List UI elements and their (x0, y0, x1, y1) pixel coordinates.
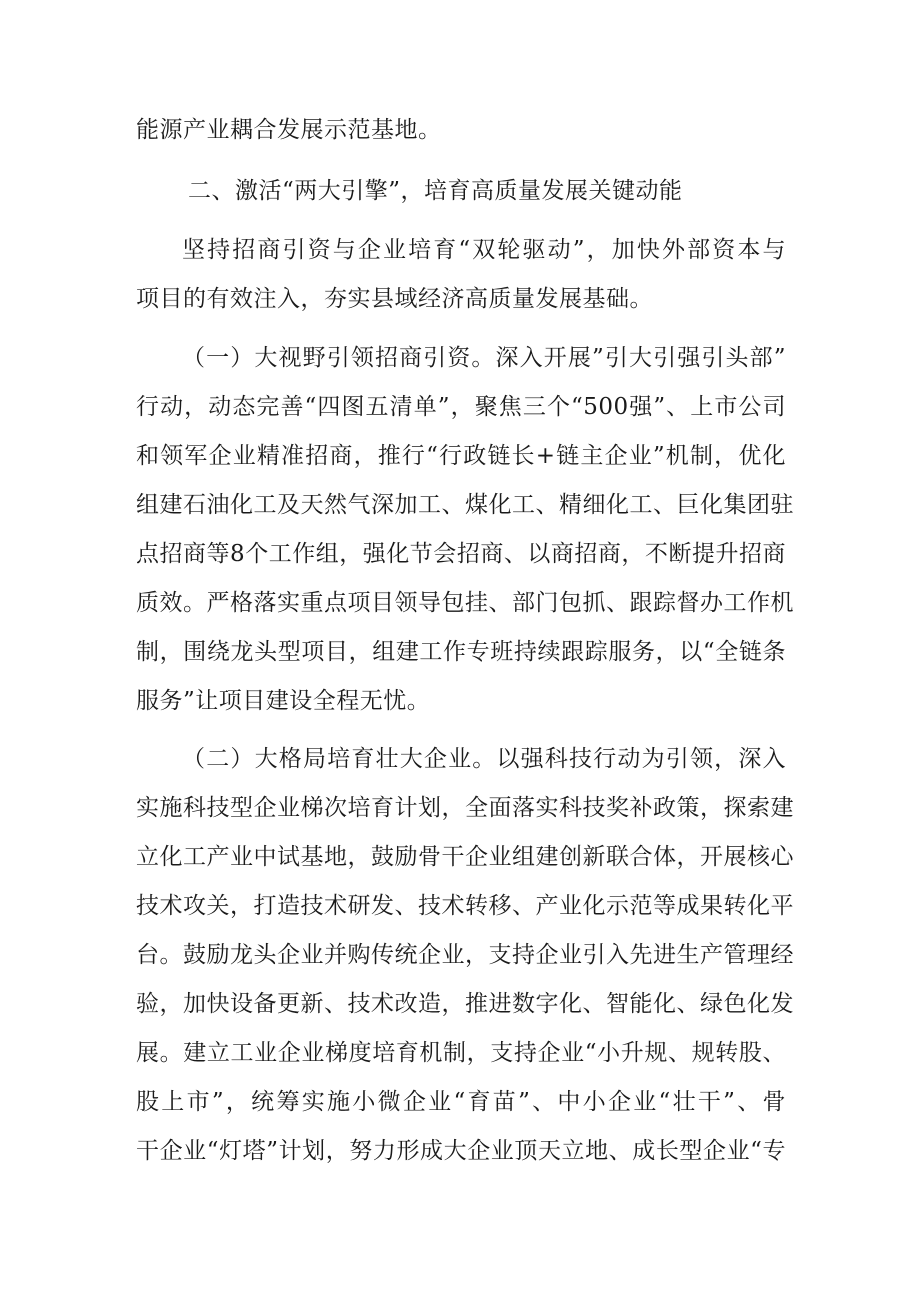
paragraph-line: 组建石油化工及天然气深加工、煤化工、精细化工、巨化集团驻 (136, 492, 794, 518)
paragraph-line: 展。建立工业企业梯度培育机制，支持企业“小升规、规转股、 (136, 1040, 786, 1066)
paragraph-line: 点招商等8个工作组，强化节会招商、以商招商，不断提升招商 (136, 541, 786, 567)
paragraph-line: 制，围绕龙头型项目，组建工作专班持续跟踪服务，以“全链条 (136, 639, 786, 665)
paragraph-line: （二）大格局培育壮大企业。以强科技行动为引领，深入 (182, 746, 786, 772)
paragraph-line: 坚持招商引资与企业培育“双轮驱动”，加快外部资本与 (182, 237, 786, 263)
paragraph-line: 和领军企业精准招商，推行“行政链长+链主企业”机制，优化 (136, 443, 786, 469)
paragraph-line: （一）大视野引领招商引资。深入开展”引大引强引头部” (182, 345, 786, 371)
section-heading: 二、激活“两大引擎”，培育高质量发展关键动能 (188, 178, 683, 204)
paragraph-line: 服务”让项目建设全程无忧。 (136, 688, 431, 714)
paragraph-line: 实施科技型企业梯次培育计划，全面落实科技奖补政策，探索建 (136, 795, 794, 821)
paragraph-line: 股上市”，统筹实施小微企业“育苗”、中小企业“壮干”、骨 (136, 1089, 786, 1115)
paragraph-line: 技术攻关，打造技术研发、技术转移、产业化示范等成果转化平 (136, 893, 794, 919)
paragraph-line: 质效。严格落实重点项目领导包挂、部门包抓、跟踪督办工作机 (136, 590, 794, 616)
paragraph-line: 项目的有效注入，夯实县域经济高质量发展基础。 (136, 286, 653, 312)
paragraph-line: 能源产业耦合发展示范基地。 (136, 117, 442, 143)
paragraph-line: 行动，动态完善“四图五清单”，聚焦三个“500强”、上市公司 (136, 394, 786, 420)
paragraph-line: 干企业“灯塔”计划，努力形成大企业顶天立地、成长型企业“专 (136, 1138, 786, 1164)
paragraph-line: 立化工产业中试基地，鼓励骨干企业组建创新联合体，开展核心 (136, 844, 794, 870)
paragraph-line: 台。鼓励龙头企业并购传统企业，支持企业引入先进生产管理经 (136, 942, 794, 968)
paragraph-line: 验，加快设备更新、技术改造，推进数字化、智能化、绿色化发 (136, 991, 794, 1017)
